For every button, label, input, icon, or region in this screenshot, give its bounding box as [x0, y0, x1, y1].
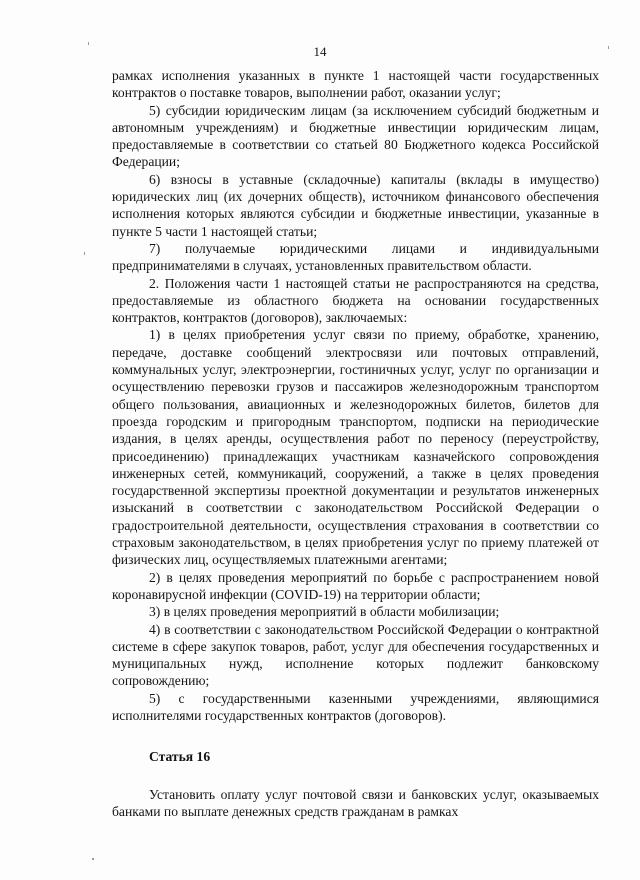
page-number: 14: [313, 44, 327, 59]
article-heading: Статья 16: [149, 749, 211, 765]
scan-artifact-mark: [84, 252, 85, 255]
paragraph-part-2-item-5: 5) с государственными казенными учреждениями, являющимися исполнителями государственных контрактов (договоров).: [112, 690, 599, 723]
paragraph-part-2-item-2: 2) в целях проведения мероприятий по борьбе с распространением новой коронавирусной инфекции (COVID-19) на территории области;: [112, 569, 599, 602]
paragraph-part-2: 2. Положения части 1 настоящей статьи не распространяются на средства, предоставляемые из областного бюджета на основании государственных контрактов, контрактов (договоров), заключаемых:: [112, 275, 599, 326]
article-paragraph: Установить оплату услуг почтовой связи и банковских услуг, оказываемых банками по выплате денежных средств гражданам в рамках: [112, 786, 599, 819]
paragraph-item-5-subsidies: 5) субсидии юридическим лицам (за исключением субсидий бюджетным и автономным учреждениям) и бюджетные инвестиции юридическим лицам, предоставляемые в соответствии со статьей 80 Бюджетного кодекса Российской Федерации;: [112, 102, 599, 170]
document-body: [112, 67, 599, 820]
paragraph-part-2-item-1: 1) в целях приобретения услуг связи по приему, обработке, хранению, передаче, доставке сообщений электросвязи или почтовых отправлений, коммунальных услуг, электроэнергии, гостиничных услуг, услуг по организации и осуществлению перевозки грузов и пассажиров железнодорожным транспортом общего пользования, авиационных и железнодорожных билетов, билетов для проезда городским и пригородным транспортом, подписки на периодические издания, в целях аренды, осуществления работ по переносу (переустройству, присоединению) принадлежащих участникам казначейского сопровождения инженерных сетей, коммуникаций, сооружений, а также в целях проведения государственной экспертизы проектной документации и результатов инженерных изысканий в соответствии с законодательством Российской Федерации о градостроительной деятельности, осуществления страхования в соответствии со страховым законодательством, в целях приобретения услуг по приему платежей от физических лиц, осуществляемых платежными агентами;: [112, 327, 599, 568]
paragraph-item-7-entrepreneurs: 7) получаемые юридическими лицами и индивидуальными предпринимателями в случаях, установленных правительством области.: [112, 240, 599, 274]
paragraph-part-2-item-4: 4) в соответствии с законодательством Российской Федерации о контрактной системе в сфере закупок товаров, работ, услуг для обеспечения государственных и муниципальных нужд, исполнение которых подлежит банковскому сопровождению;: [112, 621, 599, 689]
paragraph-item-6-contributions: 6) взносы в уставные (складочные) капиталы (вклады в имущество) юридических лиц (их дочерних обществ), источником финансового обеспечения исполнения которых являются субсидии и бюджетные инвестиции, указанные в пункте 5 части 1 настоящей статьи;: [112, 171, 599, 239]
scan-artifact-mark: [92, 858, 94, 860]
paragraph-continuation: рамках исполнения указанных в пункте 1 настоящей части государственных контрактов о поставке товаров, выполнении работ, оказании услуг;: [112, 68, 599, 101]
paragraph-part-2-item-3: 3) в целях проведения мероприятий в области мобилизации;: [149, 604, 500, 620]
